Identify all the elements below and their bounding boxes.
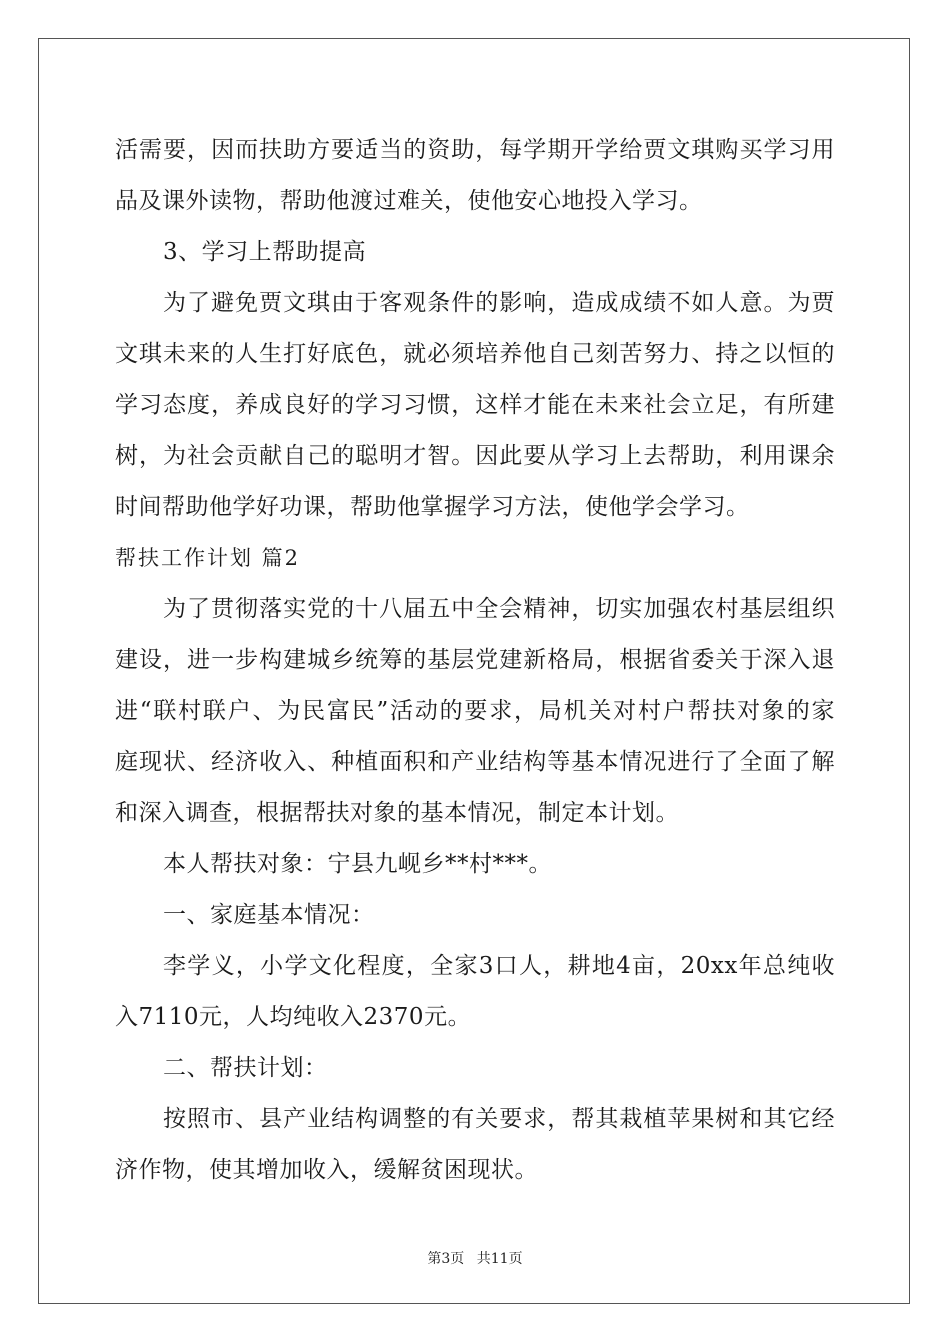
paragraph-line: 学习态度，养成良好的学习习惯，这样才能在未来社会立足，有所建 — [115, 392, 835, 418]
paragraph-line: 入7110元，人均纯收入2370元。 — [115, 1004, 472, 1030]
subheading: 一、家庭基本情况： — [163, 902, 375, 928]
paragraph-line: 济作物，使其增加收入，缓解贫困现状。 — [115, 1157, 538, 1183]
paragraph-line: 建设，进一步构建城乡统筹的基层党建新格局，根据省委关于深入退 — [115, 647, 835, 673]
subheading: 3、学习上帮助提高 — [163, 239, 367, 265]
paragraph-line: 时间帮助他学好功课，帮助他掌握学习方法，使他学会学习。 — [115, 494, 750, 520]
paragraph-line: 按照市、县产业结构调整的有关要求，帮其栽植苹果树和其它经 — [163, 1106, 835, 1132]
paragraph-line: 为了避免贾文琪由于客观条件的影响，造成成绩不如人意。为贾 — [163, 290, 835, 316]
subheading: 二、帮扶计划： — [163, 1055, 328, 1081]
page-total: 共11页 — [476, 1251, 523, 1267]
document-body — [115, 125, 835, 1196]
paragraph-line: 李学义，小学文化程度，全家3口人，耕地4亩，20xx年总纯收 — [163, 953, 835, 979]
paragraph-line: 进“联村联户、为民富民”活动的要求，局机关对村户帮扶对象的家 — [115, 698, 835, 724]
paragraph-line: 为了贯彻落实党的十八届五中全会精神，切实加强农村基层组织 — [163, 596, 835, 622]
paragraph-line: 本人帮扶对象：宁县九岘乡**村***。 — [163, 851, 552, 877]
page-footer — [0, 1248, 950, 1268]
paragraph-line: 庭现状、经济收入、种植面积和产业结构等基本情况进行了全面了解 — [115, 749, 835, 775]
paragraph-line: 品及课外读物，帮助他渡过难关，使他安心地投入学习。 — [115, 188, 703, 214]
section-title: 帮扶工作计划 篇2 — [115, 546, 301, 570]
paragraph-line: 和深入调查，根据帮扶对象的基本情况，制定本计划。 — [115, 800, 679, 826]
paragraph-line: 树，为社会贡献自己的聪明才智。因此要从学习上去帮助，利用课余 — [115, 443, 835, 469]
paragraph-line: 文琪未来的人生打好底色，就必须培养他自己刻苦努力、持之以恒的 — [115, 341, 835, 367]
page-number: 第3页 — [427, 1251, 465, 1267]
paragraph-line: 活需要，因而扶助方要适当的资助，每学期开学给贾文琪购买学习用 — [115, 137, 835, 163]
